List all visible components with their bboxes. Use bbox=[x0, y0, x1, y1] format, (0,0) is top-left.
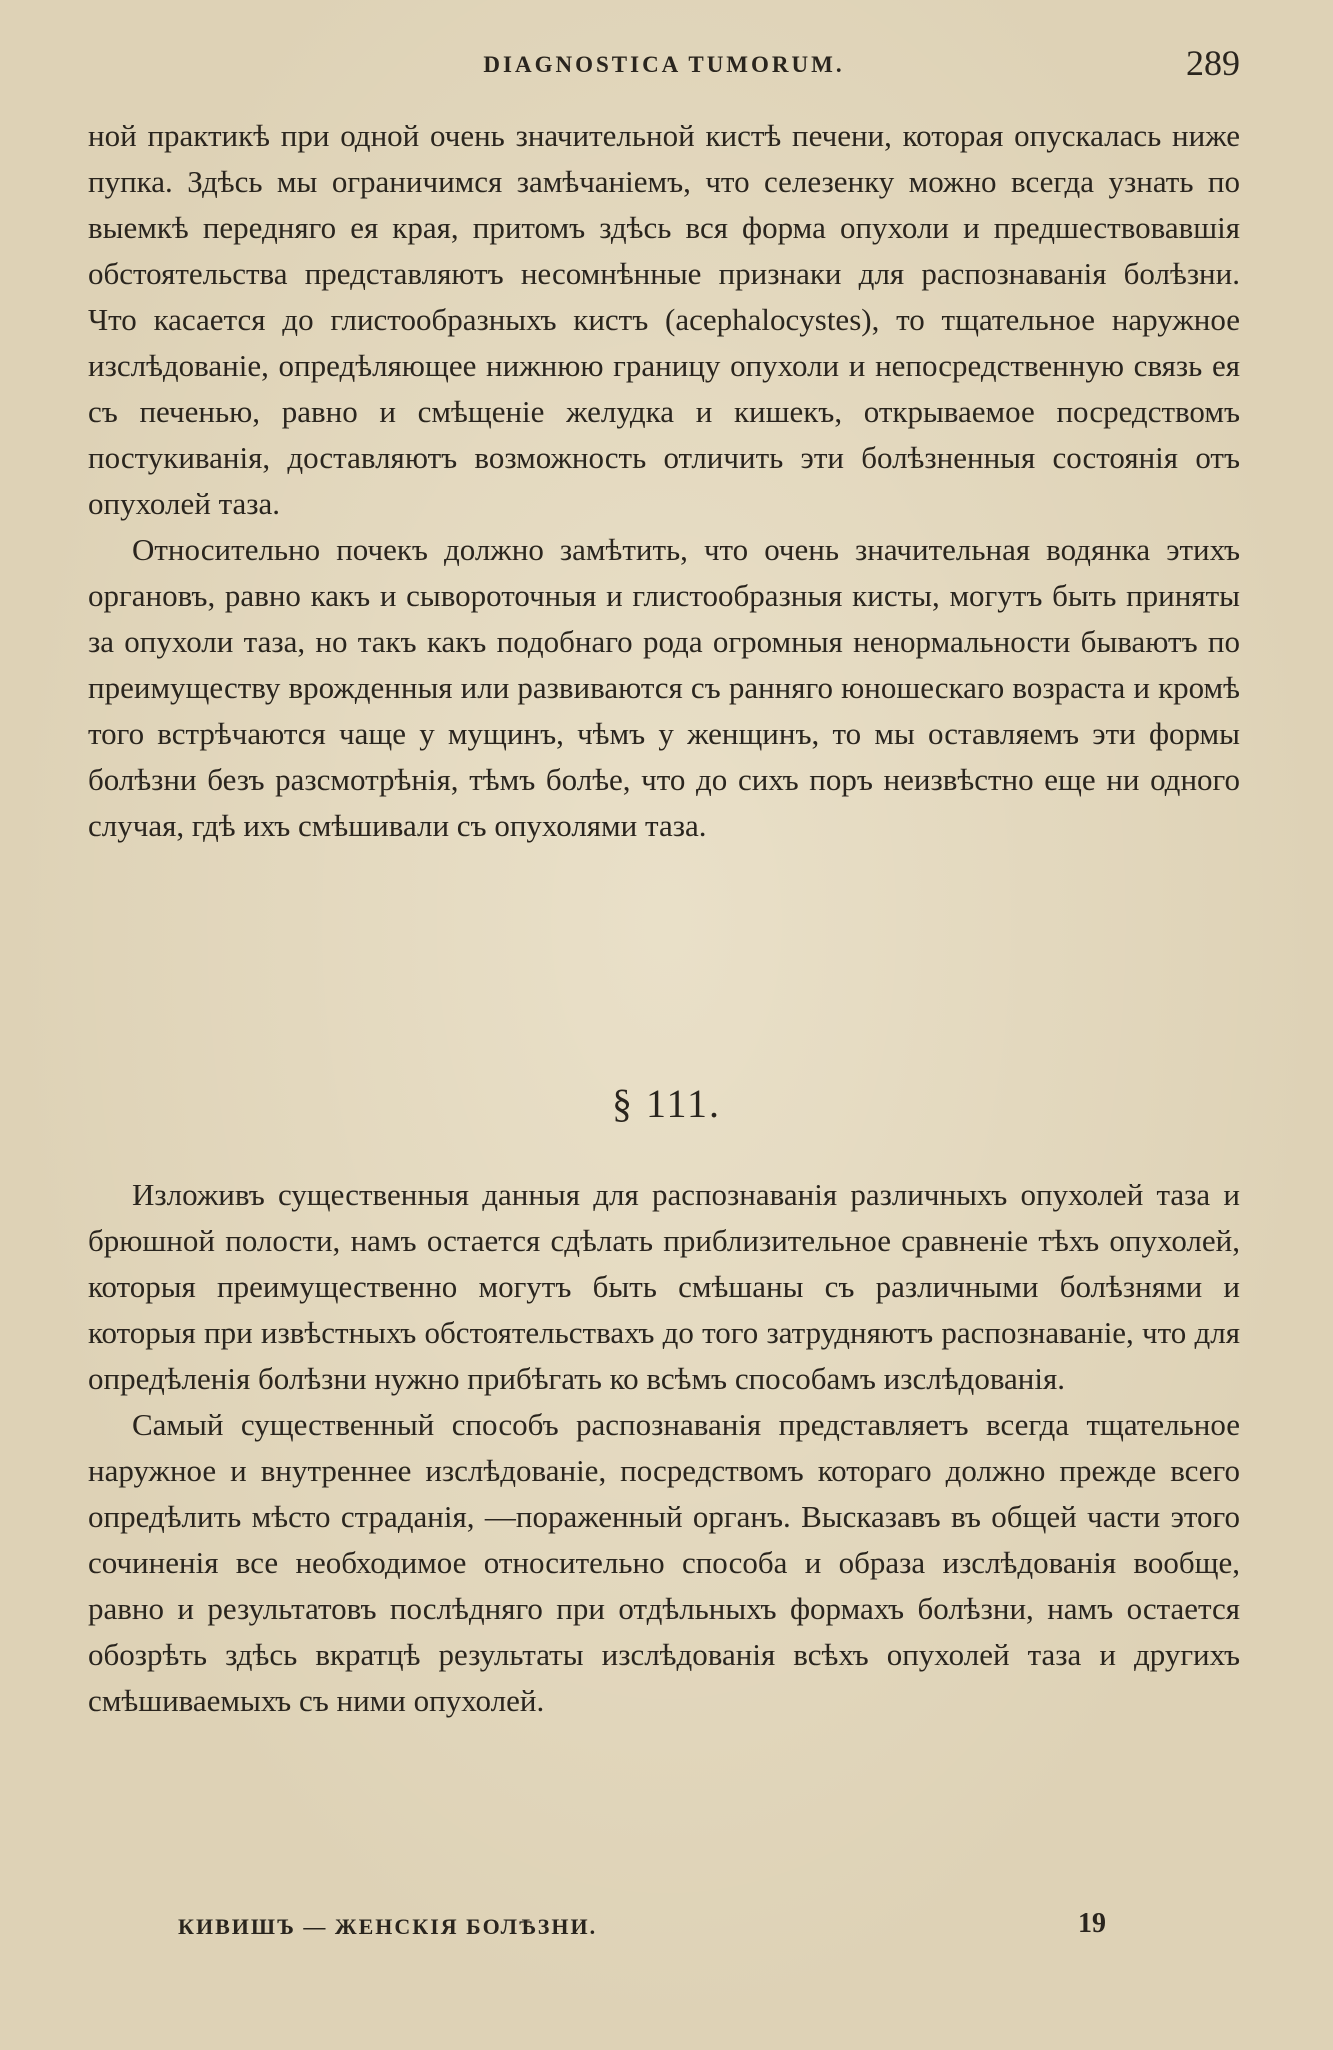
page-footer bbox=[88, 1908, 1240, 1948]
paragraph: Относительно почекъ должно замѣтить, что очень значительная водянка этихъ органовъ, равно какъ и сывороточныя и глистообразныя кисты, могутъ быть приняты за опухоли таза, но такъ какъ подобнаго рода огромныя ненормальности бываютъ по преимуществу врожденныя или развиваются съ ранняго юношескаго возраста и кромѣ того встрѣчаются чаще у мущинъ, чѣмъ у женщинъ, то мы оставляемъ эти формы болѣзни безъ разсмотрѣнiя, тѣмъ болѣе, что до сихъ поръ неизвѣстно еще ни одного случая, гдѣ ихъ смѣшивали съ опухолями таза. bbox=[88, 532, 1240, 843]
section-heading: § 111. bbox=[611, 1081, 722, 1126]
running-title: DIAGNOSTICA TUMORUM. bbox=[483, 52, 845, 77]
printer-signature: КИВИШЪ — ЖЕНСКIЯ БОЛѢЗНИ. bbox=[178, 1914, 598, 1939]
paragraph: Изложивъ существенныя данныя для распознаванiя различныхъ опухолей таза и брюшной полости, намъ остается сдѣлать приблизительное сравненiе тѣхъ опухолей, которыя преимущественно могутъ быть смѣшаны съ различными болѣзнями и которыя при извѣстныхъ обстоятельствахъ до того затрудняютъ распознаванiе, что для опредѣленiя болѣзни нужно прибѣгать ко всѣмъ способамъ изслѣдованiя. bbox=[88, 1177, 1240, 1396]
text-block-top bbox=[88, 113, 1240, 849]
paragraph: Самый существенный способъ распознаванiя представляетъ всегда тщательное наружное и внутреннее изслѣдованiе, посредствомъ котораго должно прежде всего опредѣлить мѣсто страданiя, —пораженный органъ. Высказавъ въ общей части этого сочиненiя все необходимое относительно способа и образа изслѣдованiя вообще, равно и результатовъ послѣдняго при отдѣльныхъ формахъ болѣзни, намъ остается обозрѣть здѣсь вкратцѣ результаты изслѣдованiя всѣхъ опухолей таза и другихъ смѣшиваемыхъ съ ними опухолей. bbox=[88, 1407, 1240, 1718]
page-number: 289 bbox=[1186, 43, 1240, 83]
sheet-number: 19 bbox=[1078, 1908, 1106, 1939]
paragraph: ной практикѣ при одной очень значительной кистѣ печени, которая опускалась ниже пупка. Здѣсь мы ограничимся замѣчанiемъ, что селезенку можно всегда узнать по выемкѣ передняго ея края, притомъ здѣсь вся форма опухоли и предшествовавшiя обстоятельства представляютъ несомнѣнные признаки для распознаванiя болѣзни. Что касается до глистообразныхъ кистъ (acephalocystes), то тщательное наружное изслѣдованiе, опредѣляющее нижнюю границу опухоли и непосредственную связь ея съ печенью, равно и смѣщенiе желудка и кишекъ, открываемое посредствомъ постукиванiя, доставляютъ возможность отличить эти болѣзненныя состоянiя отъ опухолей таза. bbox=[88, 118, 1240, 521]
text-block-bottom bbox=[88, 1172, 1240, 1724]
running-head bbox=[88, 42, 1240, 92]
